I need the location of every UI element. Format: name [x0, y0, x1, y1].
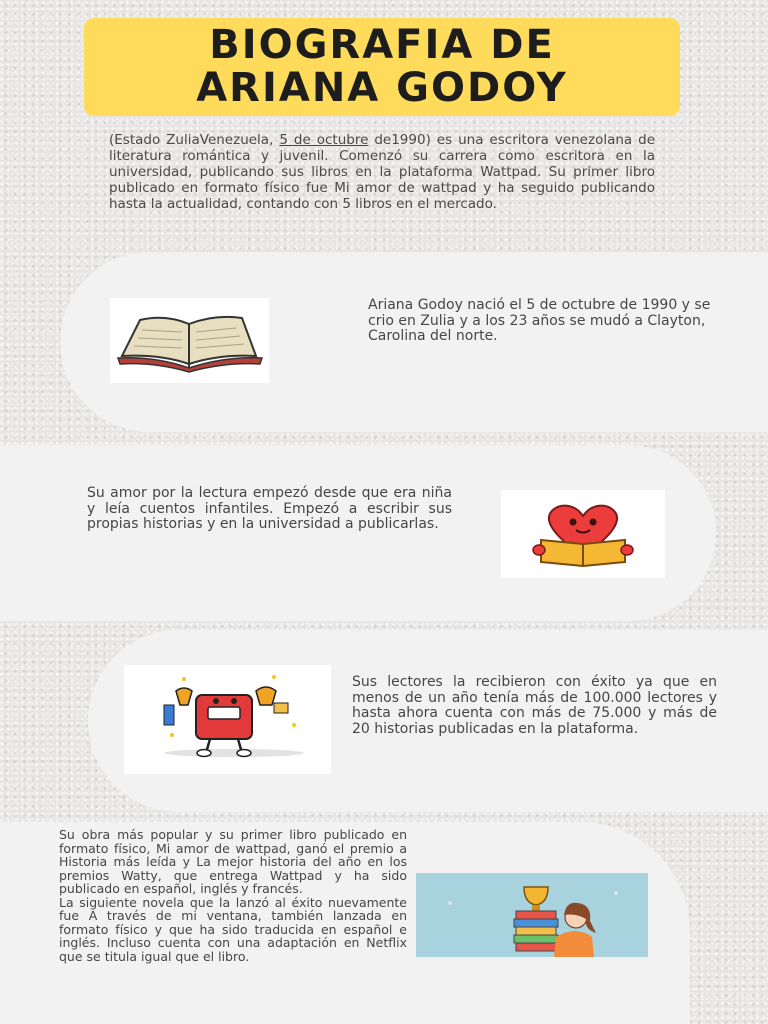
title-banner: [84, 18, 680, 116]
title-line-1: BIOGRAFIA DE: [209, 22, 555, 68]
title-line-2: ARIANA GODOY: [196, 65, 568, 111]
intro-after-date: de1990) es una escritora venezolana de literatura romántica y juvenil. Comenzó su carrera como escritora en la universidad, publicando sus libros en la plataforma Wattpad. Su primer libro publicado en formato físico fue Mi amor de wattpad y ha seguido publicando hasta la actualidad, contando con 5 libros en el mercado.: [109, 132, 656, 212]
girl-books-trophy-icon: [416, 873, 648, 957]
open-book-icon: [110, 298, 269, 383]
section-4-paragraph-2: La siguiente novela que la lanzó al éxito nuevamente fue A través de mi ventana, también lanzada en formato físico y que ha sido traducida en español e inglés. Incluso cuenta con una adaptación en Netflix que se titula igual que el libro.: [59, 894, 407, 964]
section-3-text: Sus lectores la recibieron con éxito ya que en menos de un año tenía más de 100.000 lectores y hasta ahora cuenta con más de 75.000 y más de 20 historias publicadas en la plataforma.: [352, 674, 717, 737]
section-4-text: [59, 828, 407, 963]
intro-paragraph: [109, 132, 655, 212]
section-4-paragraph-1: Su obra más popular y su primer libro publicado en formato físico, Mi amor de wattpad, ganó el premio a Historia más leída y La mejor historia del año en los premios Watty, que entrega Wattpad y ha sido publicado en español, inglés y francés.: [59, 827, 407, 896]
intro-date: 5 de octubre: [279, 132, 369, 148]
section-2-text: Su amor por la lectura empezó desde que era niña y leía cuentos infantiles. Empezó a escribir sus propias historias y en la universidad a publicarlas.: [87, 485, 452, 532]
heart-reading-book-icon: [501, 490, 665, 578]
section-1-text: Ariana Godoy nació el 5 de octubre de 1990 y se crio en Zulia y a los 23 años se mudó a Clayton, Carolina del norte.: [368, 297, 711, 344]
book-trophies-icon: [124, 665, 331, 774]
intro-before-date: (Estado ZuliaVenezuela,: [109, 132, 280, 148]
